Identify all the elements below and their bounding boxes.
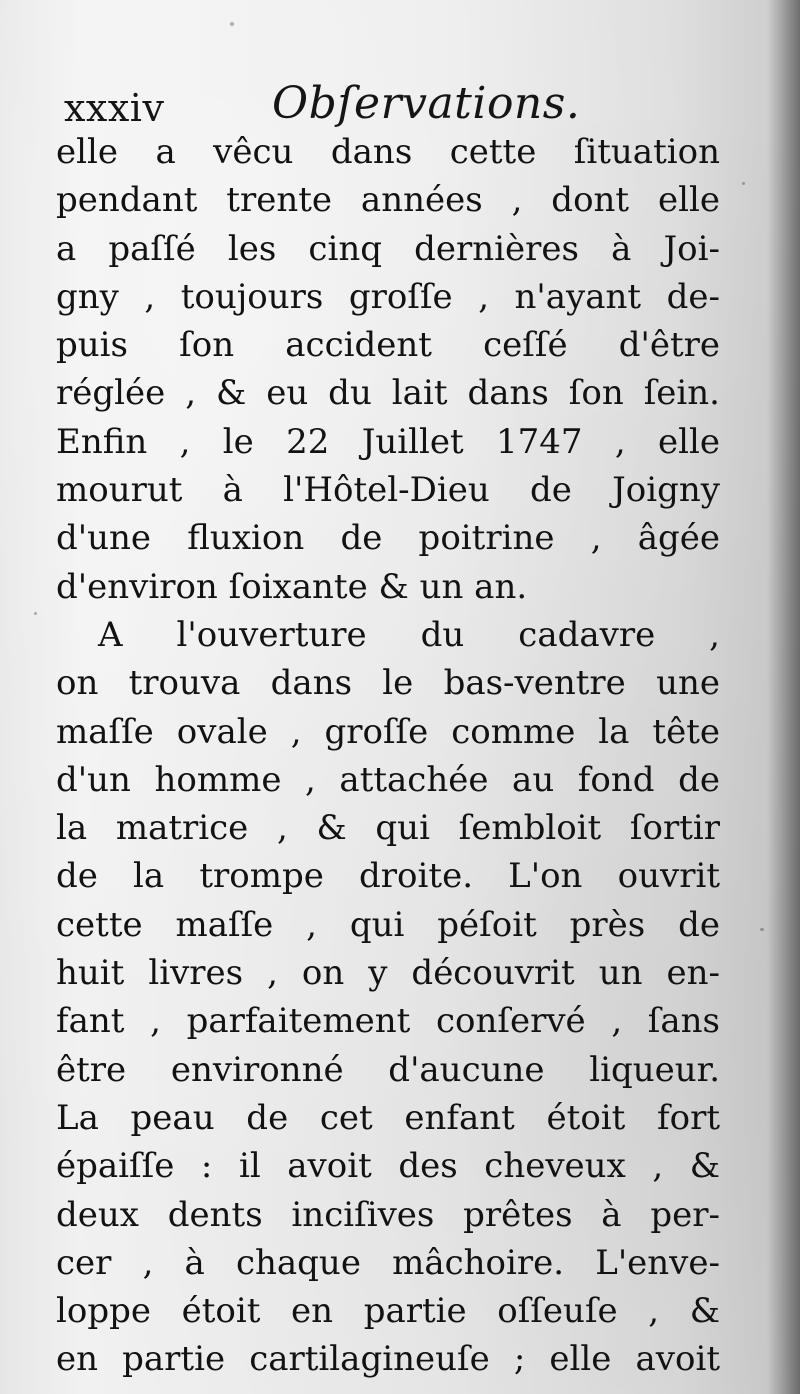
text-line: cer , à chaque mâchoire. L'enve- <box>56 1242 720 1283</box>
paper-speck <box>34 612 37 615</box>
text-line: cette maſſe , qui péſoit près de <box>56 904 720 945</box>
text-line: fant , parfaitement conſervé , ſans <box>56 1001 720 1042</box>
paper-speck <box>230 22 234 26</box>
text-line: a paſſé les cinq dernières à Joi- <box>56 228 720 269</box>
text-line: on trouva dans le bas-ventre une <box>56 663 720 704</box>
text-line: d'une fluxion de poitrine , âgée <box>56 518 720 559</box>
text-line: d'environ ſoixante & un an. <box>56 566 528 607</box>
text-line: La peau de cet enfant étoit fort <box>56 1097 720 1138</box>
text-line: maſſe ovale , groſſe comme la tête <box>56 711 720 752</box>
text-line: de la trompe droite. L'on ouvrit <box>56 856 720 897</box>
text-line: pendant trente années , dont elle <box>56 180 720 221</box>
text-line: mourut à l'Hôtel-Dieu de Joigny <box>56 470 720 511</box>
text-line: huit livres , on y découvrit un en- <box>56 953 720 994</box>
text-line: puis ſon accident ceſſé d'être <box>56 325 720 366</box>
text-line: gny , toujours groſſe , n'ayant de- <box>56 276 720 317</box>
text-line: en partie cartilagineuſe ; elle avoit <box>56 1339 720 1380</box>
text-line: être environné d'aucune liqueur. <box>56 1049 720 1090</box>
body-text <box>56 128 720 1384</box>
text-line: loppe étoit en partie oſſeuſe , & <box>56 1291 720 1332</box>
paper-speck <box>742 182 745 185</box>
page-number: xxxiv <box>64 86 165 130</box>
text-line: A l'ouverture du cadavre , <box>98 614 720 655</box>
text-line: épaiſſe : il avoit des cheveux , & <box>56 1146 720 1187</box>
text-line: réglée , & eu du lait dans ſon ſein. <box>56 373 720 414</box>
text-line: d'un homme , attachée au fond de <box>56 759 720 800</box>
binding-shadow <box>766 0 800 1394</box>
text-line: elle a vêcu dans cette ſituation <box>56 132 720 172</box>
text-line: deux dents inciſives prêtes à per- <box>56 1194 720 1235</box>
text-line: la matrice , & qui ſembloit ſortir <box>56 808 720 849</box>
running-title: Obſervations. <box>272 78 581 129</box>
text-line: Enfin , le 22 Juillet 1747 , elle <box>56 421 720 462</box>
paper-speck <box>760 928 764 931</box>
